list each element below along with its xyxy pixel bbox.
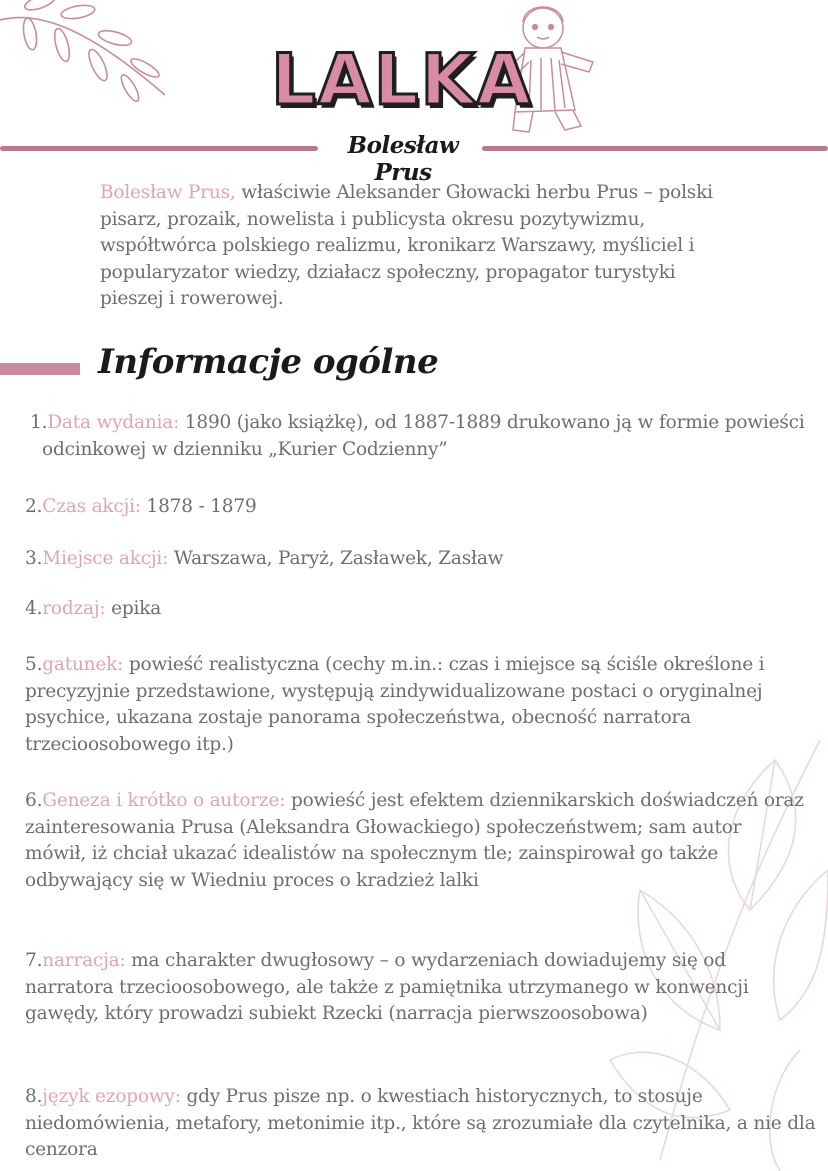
item-label: Czas akcji: — [42, 496, 141, 517]
item-text: powieść jest efektem dziennikarskich doświadczeń oraz zainteresowania Prusa (Aleksandra Głowackiego) społeczeństwem; sam autor mówił, iż chciał ukazać idealistów na społecznym tle; zainspirował go także odbywający się w Wiedniu proces o kradzież lalki — [25, 790, 804, 891]
title-block — [262, 40, 542, 120]
intro-text: właściwie Aleksander Głowacki herbu Prus – polski pisarz, prozaik, nowelista i publicysta okresu pozytywizmu, współtwórca polskiego realizmu, kronikarz Warszawy, myśliciel i popularyzator wiedzy, działacz społeczny, propagator turystyki pieszej i rowerowej. — [100, 182, 713, 309]
list-item: 2.Czas akcji: 1878 - 1879 — [25, 496, 257, 517]
item-text: epika — [105, 598, 162, 619]
list-item: 3.Miejsce akcji: Warszawa, Paryż, Zasławek, Zasław — [25, 548, 504, 569]
intro-paragraph — [100, 180, 740, 313]
branch-decoration-icon — [0, 0, 170, 120]
item-label: rodzaj: — [42, 598, 106, 619]
page-title: LALKA — [271, 39, 533, 121]
item-text: powieść realistyczna (cechy m.in.: czas i miejsce są ściśle określone i precyzyjnie przedstawione, występują zindywidualizowane postaci o oryginalnej psychice, ukazana zostaje panorama społeczeństwa, obecność narratora trzecioosobowego itp.) — [25, 654, 765, 755]
item-label: narracja: — [42, 950, 126, 971]
section-title: Informacje ogólne — [98, 342, 439, 382]
section-bar — [0, 363, 80, 375]
list-item: 1.Data wydania: 1890 (jako książkę), od 1887-1889 drukowano ją w formie powieści odcinkowej w dzienniku „Kurier Codzienny” — [30, 412, 805, 460]
intro-highlight: Bolesław Prus, — [100, 182, 236, 203]
list-item: 4.rodzaj: epika — [25, 598, 162, 619]
item-label: język ezopowy: — [42, 1086, 181, 1107]
item-text: 1878 - 1879 — [140, 496, 257, 517]
item-text: 1890 (jako książkę), od 1887-1889 drukowano ją w formie powieści odcinkowej w dzienniku „Kurier Codzienny” — [42, 412, 805, 460]
item-label: Geneza i krótko o autorze: — [42, 790, 286, 811]
item-text: gdy Prus pisze np. o kwestiach historycznych, to stosuje niedomówienia, metafory, metonimie itp., które są zrozumiałe dla czytelnika, a nie dla cenzora — [25, 1086, 816, 1160]
item-label: gatunek: — [42, 654, 124, 675]
item-text: Warszawa, Paryż, Zasławek, Zasław — [168, 548, 504, 569]
item-label: Miejsce akcji: — [42, 548, 169, 569]
list-item: 8.język ezopowy: gdy Prus pisze np. o kwestiach historycznych, to stosuje niedomówienia, metafory, metonimie itp., które są zrozumiałe dla czytelnika, a nie dla cenzora — [25, 1086, 816, 1160]
header-rule-right — [482, 146, 828, 151]
list-item: 5.gatunek: powieść realistyczna (cechy m.in.: czas i miejsce są ściśle określone i precyzyjnie przedstawione, występują zindywidualizowane postaci o oryginalnej psychice, ukazana zostaje panorama społeczeństwa, obecność narratora trzecioosobowego itp.) — [25, 654, 765, 755]
header-rule-left — [0, 146, 318, 151]
list-item: 6.Geneza i krótko o autorze: powieść jest efektem dziennikarskich doświadczeń oraz zainteresowania Prusa (Aleksandra Głowackiego) społeczeństwem; sam autor mówił, iż chciał ukazać idealistów na społecznym tle; zainspirował go także odbywający się w Wiedniu proces o kradzież lalki — [25, 790, 804, 891]
item-text: ma charakter dwugłosowy – o wydarzeniach dowiadujemy się od narratora trzecioosobowego, ale także z pamiętnika utrzymanego w konwencji gawędy, który prowadzi subiekt Rzecki (narracja pierwszoosobowa) — [25, 950, 749, 1024]
list-item: 7.narracja: ma charakter dwugłosowy – o wydarzeniach dowiadujemy się od narratora trzecioosobowego, ale także z pamiętnika utrzymanego w konwencji gawędy, który prowadzi subiekt Rzecki (narracja pierwszoosobowa) — [25, 950, 749, 1024]
author-name: Bolesław Prus — [347, 132, 459, 186]
item-label: Data wydania: — [47, 412, 180, 433]
